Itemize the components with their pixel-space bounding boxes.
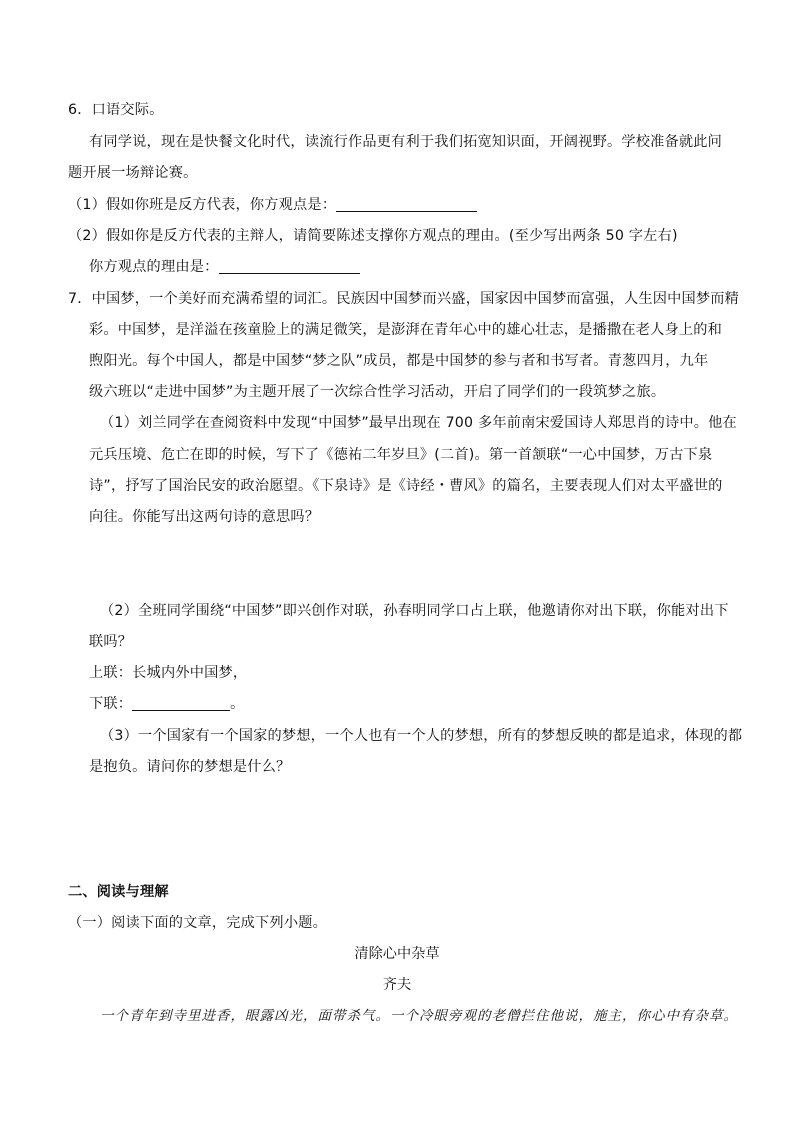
q7-sub1-line-1: （1）刘兰同学在查阅资料中发现“中国梦”最早出现在 700 多年前南宋爱国诗人郑思肖的诗中。他在 [100,415,737,431]
q7-lower-couplet [89,694,245,714]
q7-paragraph-line-3: 煦阳光。每个中国人，都是中国梦“梦之队”成员，都是中国梦的参与者和书写者。青葱四月，九年 [89,353,709,369]
article-author: 齐夫 [382,977,412,993]
section-part-1: （一）阅读下面的文章，完成下列小题。 [68,915,327,931]
q6-reason-line [89,257,360,277]
q6-title: 6．口语交际。 [68,102,164,118]
q6-intro-line-1: 有同学说，现在是快餐文化时代，读流行作品更有利于我们拓宽知识面，开阔视野。学校准备就此问 [89,134,723,150]
q7-sub1-line-2: 元兵压境、危亡在即的时候，写下了《德祐二年岁旦》(二首)。第一首颔联“一心中国梦，万古下泉 [89,447,713,463]
q7-paragraph-line-1: 7．中国梦，一个美好而充满希望的词汇。民族因中国梦而兴盛，国家因中国梦而富强，人生因中国梦而精 [68,291,740,307]
q7-sub2-line-2: 联吗？ [89,634,133,650]
section-heading: 二、阅读与理解 [68,884,169,900]
q6-subquestion-1-text: （1）假如你班是反方代表，你方观点是： [68,197,337,213]
article-title: 清除心中杂草 [354,946,440,962]
q7-paragraph-line-4: 级六班以“走进中国梦”为主题开展了一次综合性学习活动，开启了同学们的一段筑梦之旅。 [89,384,666,400]
q7-upper-couplet: 上联：长城内外中国梦， [89,665,248,681]
q7-sub3-line-1: （3）一个国家有一个国家的梦想，一个人也有一个人的梦想，所有的梦想反映的都是追求，体现的都 [100,728,743,744]
q7-sub3-line-2: 是抱负。请问你的梦想是什么？ [89,759,291,775]
q7-lower-blank[interactable] [132,695,230,711]
q6-answer-blank-1[interactable] [336,196,477,212]
q7-lower-end: 。 [230,696,245,712]
q7-lower-label: 下联： [89,696,133,712]
q7-sub1-line-4: 向往。你能写出这两句诗的意思吗？ [89,509,320,525]
q6-subquestion-2: （2）假如你是反方代表的主辩人，请简要陈述支撑你方观点的理由。(至少写出两条 50 字左右) [68,228,678,244]
q7-paragraph-line-2: 彩。中国梦，是洋溢在孩童脸上的满足微笑，是澎湃在青年心中的雄心壮志，是播撒在老人身上的和 [89,322,723,338]
q7-sub2-line-1: （2）全班同学围绕“中国梦”即兴创作对联，孙春明同学口占上联，他邀请你对出下联，你能对出下 [100,603,729,619]
q6-subquestion-1 [68,195,477,215]
q6-intro-line-2: 题开展一场辩论赛。 [68,165,198,181]
q6-reason-label: 你方观点的理由是： [89,259,219,275]
q6-reason-blank[interactable] [219,258,360,274]
q7-sub1-line-3: 诗”，抒写了国治民安的政治愿望。《下泉诗》是《诗经・曹风》的篇名，主要表现人们对太平盛世的 [89,478,723,494]
article-first-line: 一个青年到寺里进香，眼露凶光，面带杀气。一个冷眼旁观的老僧拦住他说，施主，你心中有杂草。 [100,1008,738,1024]
